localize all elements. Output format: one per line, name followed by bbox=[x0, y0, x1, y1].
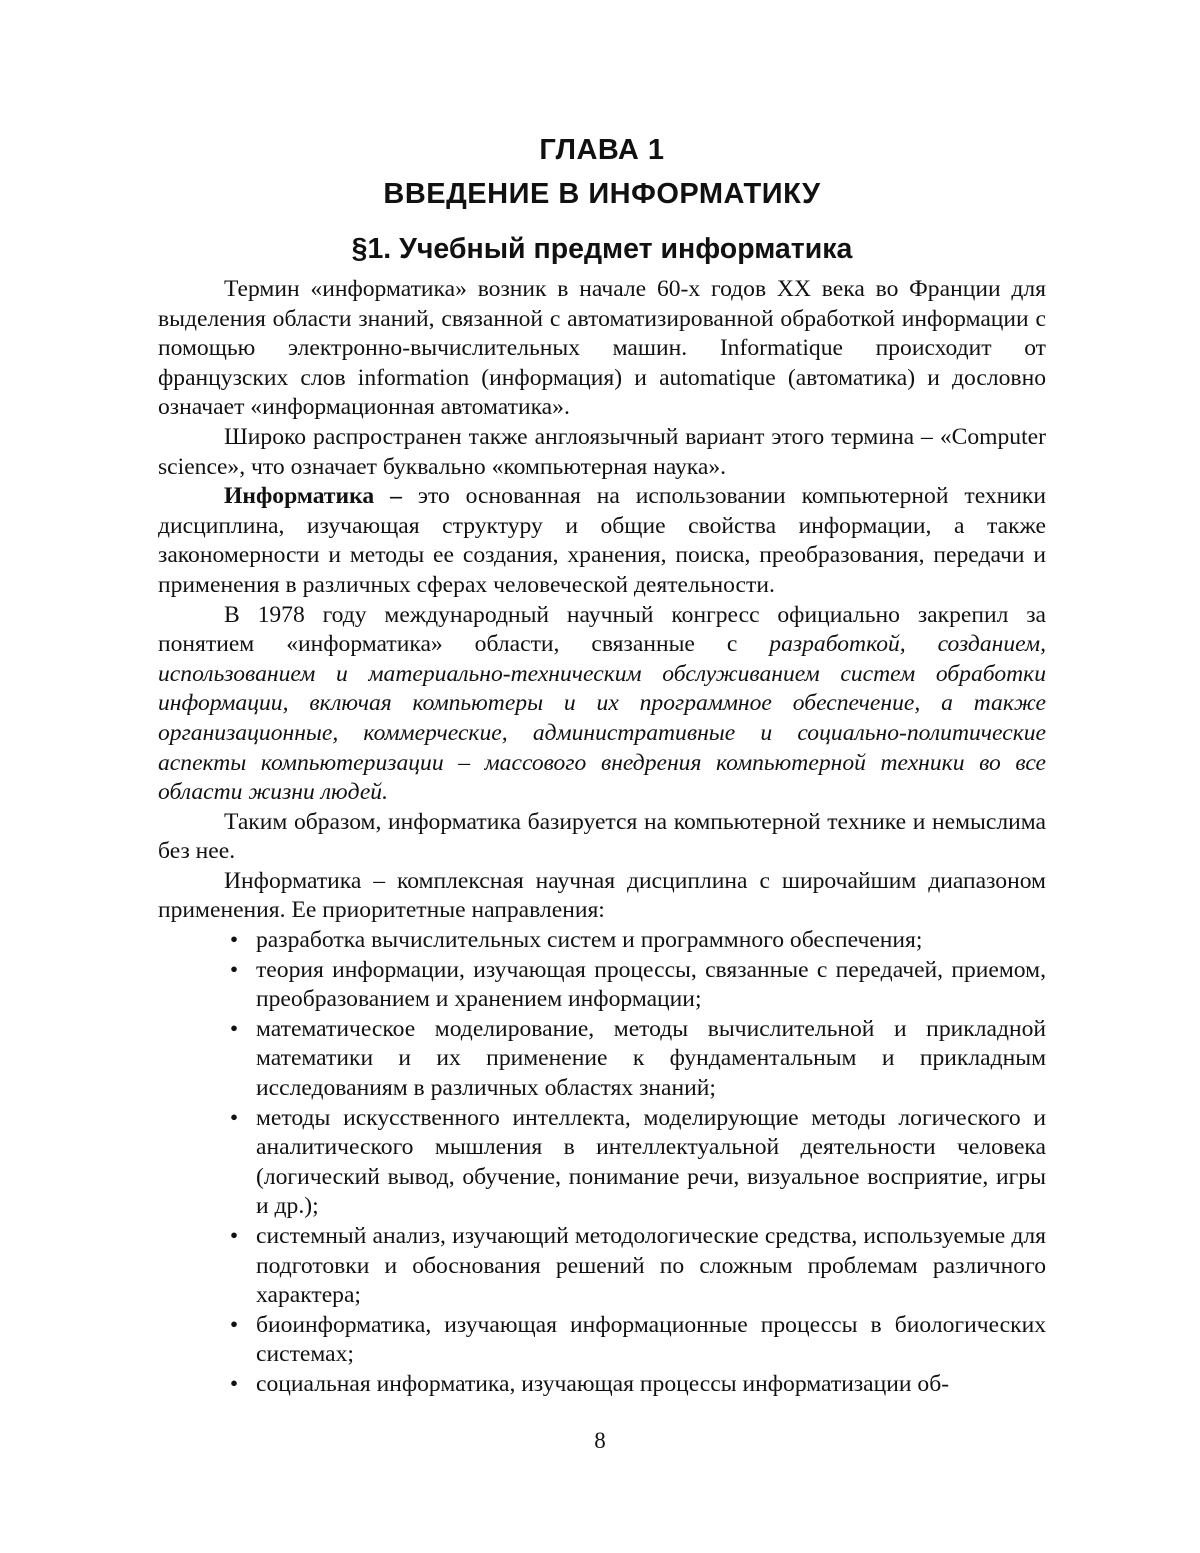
bullet-icon: • bbox=[224, 956, 244, 986]
paragraph-term-origin: Термин «информатика» возник в начале 60-х годов XX века во Франции для выделения области знаний, связанной с автоматизированной обработкой информации с помощью электронно-вычислительных машин. Informatique происходит от французских слов information (информация) и automatique (автоматика) и дословно означает «информационная автоматика». bbox=[158, 275, 1046, 423]
paragraph-congress-1978 bbox=[158, 601, 1046, 808]
page-content bbox=[158, 126, 1046, 1400]
paragraph-computer-science: Широко распространен также англоязычный вариант этого термина – «Computer science», что означает буквально «компьютерная наука». bbox=[158, 423, 1046, 482]
congress-lead: В 1978 году международный научный конгресс официально закрепил за понятием «информатика» области, связанные с bbox=[158, 602, 1046, 658]
list-item-text: разработка вычислительных систем и программного обеспечения; bbox=[256, 927, 922, 953]
paragraph-definition bbox=[158, 482, 1046, 600]
bullet-icon: • bbox=[224, 1370, 244, 1400]
list-item bbox=[256, 926, 1046, 956]
bullet-icon: • bbox=[224, 1015, 244, 1045]
bullet-icon: • bbox=[224, 1222, 244, 1252]
list-item bbox=[256, 956, 1046, 1015]
bullet-icon: • bbox=[224, 926, 244, 956]
list-item bbox=[256, 1222, 1046, 1311]
list-item-text: социальная информатика, изучающая процессы информатизации об- bbox=[256, 1371, 949, 1397]
congress-italic: разработкой, созданием, использованием и материально-техническим обслуживанием систем обработки информации, включая компьютеры и их программное обеспечение, а также организационные, коммерческие, административные и социально-политические аспекты компьютеризации – массового внедрения компьютерной техники во все области жизни людей. bbox=[158, 631, 1046, 805]
definition-term: Информатика bbox=[224, 483, 374, 509]
chapter-heading: ГЛАВА 1 bbox=[158, 128, 1046, 172]
definition-dash: – bbox=[374, 483, 418, 509]
bullet-icon: • bbox=[224, 1104, 244, 1134]
list-item-text: теория информации, изучающая процессы, связанные с передачей, приемом, преобразованием и хранением информации; bbox=[256, 957, 1046, 1013]
definition-text: это основанная на использовании компьютерной техники дисциплина, изучающая структуру и общие свойства информации, а также закономерности и методы ее создания, хранения, поиска, преобразования, передачи и применения в различных сферах человеческой деятельности. bbox=[158, 483, 1046, 598]
list-item bbox=[256, 1370, 1046, 1400]
paragraph-conclusion: Таким образом, информатика базируется на компьютерной технике и немыслима без нее. bbox=[158, 808, 1046, 867]
page-number: 8 bbox=[0, 1428, 1200, 1454]
paragraph-directions-intro: Информатика – комплексная научная дисциплина с широчайшим диапазоном применения. Ее приоритетные направления: bbox=[158, 867, 1046, 926]
list-item-text: методы искусственного интеллекта, моделирующие методы логического и аналитического мышления в интеллектуальной деятельности человека (логический вывод, обучение, понимание речи, визуальное восприятие, игры и др.); bbox=[256, 1105, 1046, 1220]
body-text bbox=[158, 275, 1046, 1400]
list-item-text: биоинформатика, изучающая информационные процессы в биологических системах; bbox=[256, 1312, 1046, 1368]
bullet-icon: • bbox=[224, 1311, 244, 1341]
list-item bbox=[256, 1015, 1046, 1104]
directions-list bbox=[158, 926, 1046, 1400]
list-item-text: математическое моделирование, методы вычислительной и прикладной математики и их применение к фундаментальным и прикладным исследованиям в различных областях знаний; bbox=[256, 1016, 1046, 1101]
list-item bbox=[256, 1311, 1046, 1370]
list-item-text: системный анализ, изучающий методологические средства, используемые для подготовки и обоснования решений по сложным проблемам различного характера; bbox=[256, 1223, 1046, 1308]
section-heading: §1. Учебный предмет информатика bbox=[158, 229, 1046, 269]
list-item bbox=[256, 1104, 1046, 1222]
chapter-title: ВВЕДЕНИЕ В ИНФОРМАТИКУ bbox=[158, 172, 1046, 216]
